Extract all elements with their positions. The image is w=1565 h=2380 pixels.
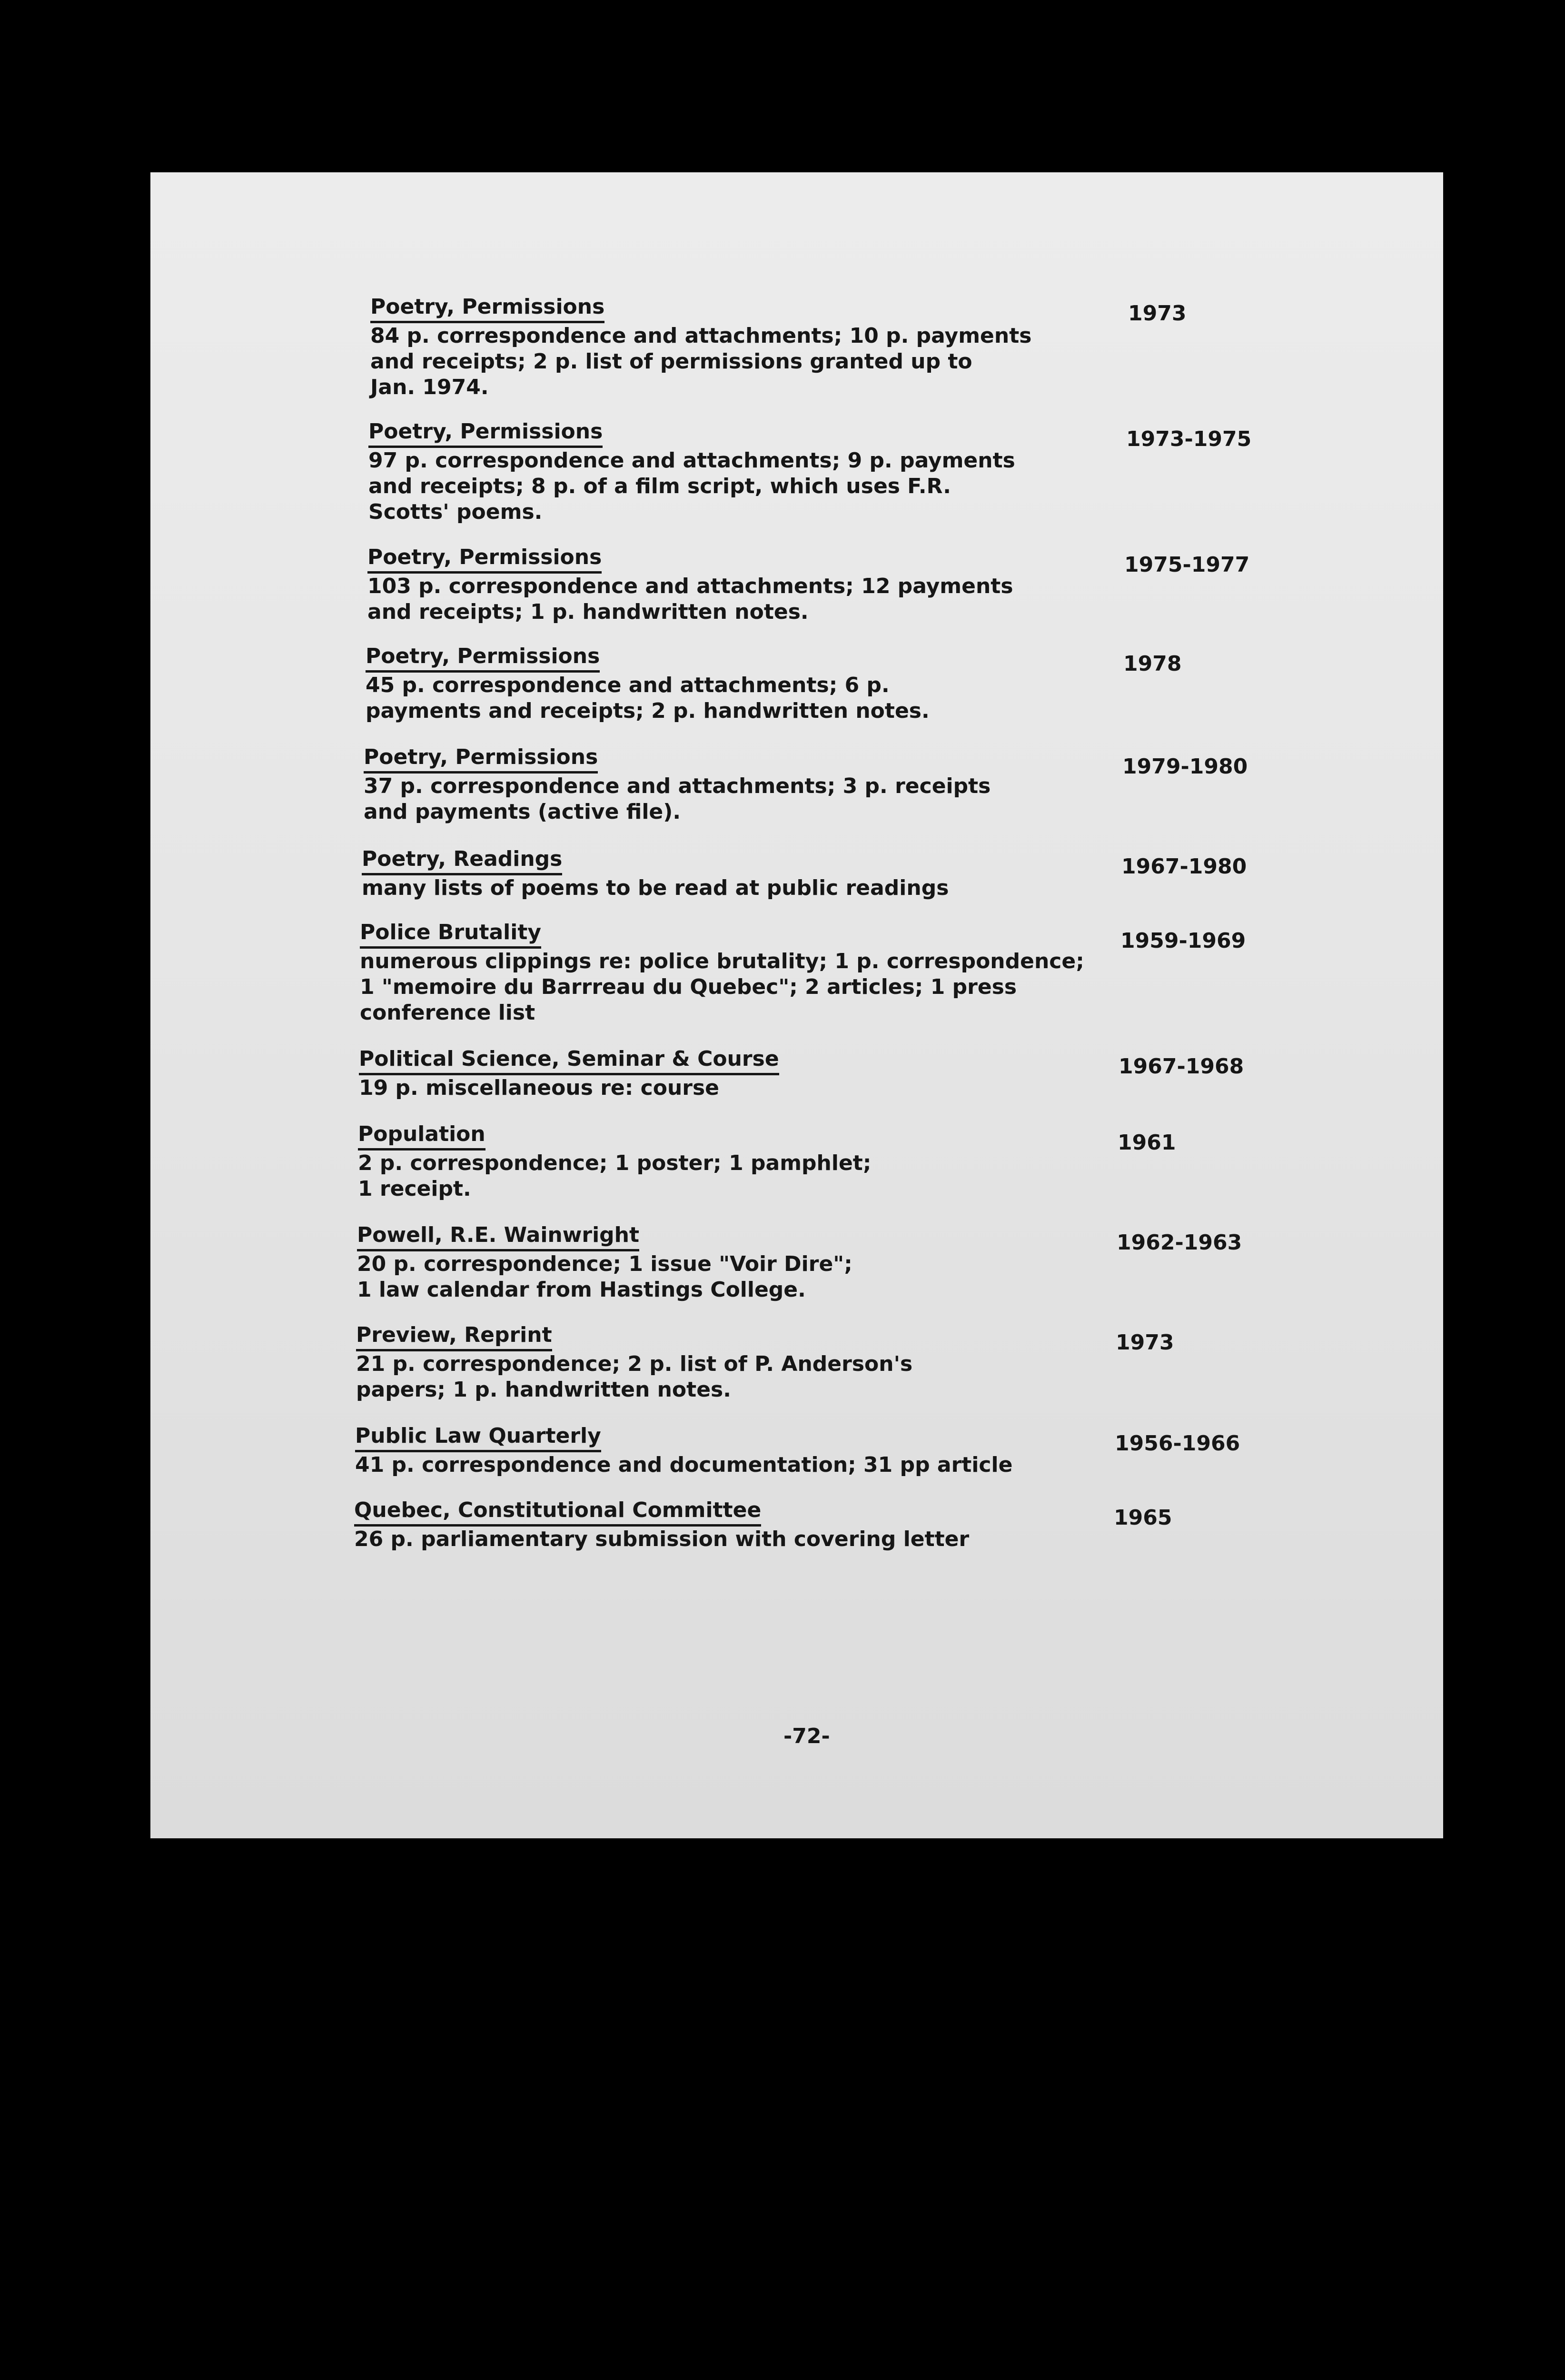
entry-line: numerous clippings re: police brutality; 1 p. correspondence; <box>360 949 1084 973</box>
entry <box>360 920 1084 1026</box>
entry-date: 1959-1969 <box>1120 929 1246 953</box>
entry-date: 1956-1966 <box>1115 1431 1240 1456</box>
entry-line: and payments (active file). <box>364 800 681 824</box>
entry-date: 1978 <box>1123 652 1182 676</box>
entry <box>357 1222 852 1303</box>
entry-line: and receipts; 8 p. of a film script, which uses F.R. <box>368 474 951 498</box>
entry-line: many lists of poems to be read at public readings <box>362 876 949 900</box>
entry-date: 1979-1980 <box>1122 754 1248 779</box>
entry <box>367 545 1013 625</box>
entry-line: Jan. 1974. <box>370 375 489 399</box>
entry <box>358 1121 871 1202</box>
entry-line: papers; 1 p. handwritten notes. <box>356 1378 731 1402</box>
entry-date: 1967-1980 <box>1121 854 1247 879</box>
entry-line: 103 p. correspondence and attachments; 12 payments <box>367 574 1013 598</box>
entry <box>356 1322 912 1403</box>
entry-date: 1973 <box>1116 1330 1174 1355</box>
entry-line: Scotts' poems. <box>368 500 543 524</box>
entry-line: conference list <box>360 1001 535 1025</box>
entry <box>364 744 991 825</box>
entry-line: 41 p. correspondence and documentation; 31 pp article <box>355 1453 1013 1477</box>
document-page <box>150 172 1443 1838</box>
entry-date: 1967-1968 <box>1119 1054 1244 1079</box>
entry-title: Quebec, Constitutional Committee <box>354 1497 761 1527</box>
entry-line: 2 p. correspondence; 1 poster; 1 pamphlet; <box>358 1151 872 1175</box>
entry-date: 1973-1975 <box>1126 427 1252 451</box>
entry-title: Police Brutality <box>360 920 541 949</box>
entry-title: Political Science, Seminar & Course <box>359 1046 779 1075</box>
entry-title: Public Law Quarterly <box>355 1423 601 1452</box>
entry-title: Poetry, Permissions <box>367 545 602 574</box>
entry-date: 1961 <box>1118 1130 1176 1155</box>
entry-title: Poetry, Permissions <box>368 419 603 448</box>
entry-line: 1 law calendar from Hastings College. <box>357 1278 806 1302</box>
entry-line: and receipts; 2 p. list of permissions granted up to <box>370 349 972 374</box>
entry-title: Poetry, Permissions <box>364 744 598 774</box>
entry-line: 84 p. correspondence and attachments; 10 p. payments <box>370 324 1032 348</box>
entry <box>354 1497 969 1552</box>
entry <box>366 644 930 724</box>
entry-title: Poetry, Permissions <box>370 294 604 323</box>
entry <box>355 1423 1012 1478</box>
entry-line: 1 "memoire du Barrreau du Quebec"; 2 articles; 1 press <box>360 975 1017 999</box>
entry-line: 21 p. correspondence; 2 p. list of P. Anderson's <box>356 1352 913 1376</box>
entry-title: Preview, Reprint <box>356 1322 552 1351</box>
entry-title: Powell, R.E. Wainwright <box>357 1222 639 1251</box>
page-number: -72- <box>783 1724 830 1748</box>
entry <box>370 294 1031 400</box>
entry-line: 19 p. miscellaneous re: course <box>359 1076 720 1100</box>
entry <box>359 1046 779 1101</box>
entry <box>362 846 949 901</box>
entry-title: Poetry, Permissions <box>366 644 600 673</box>
entry-line: 45 p. correspondence and attachments; 6 p. <box>366 673 890 697</box>
entry-date: 1965 <box>1114 1506 1172 1530</box>
entry-line: 37 p. correspondence and attachments; 3 p. receipts <box>364 774 991 798</box>
entry-line: 20 p. correspondence; 1 issue "Voir Dire"; <box>357 1252 852 1276</box>
entry-date: 1973 <box>1128 301 1187 326</box>
entry-line: 26 p. parliamentary submission with covering letter <box>354 1527 970 1551</box>
entry <box>368 419 1015 525</box>
entry-title: Population <box>358 1121 485 1150</box>
entry-line: and receipts; 1 p. handwritten notes. <box>367 600 809 624</box>
entry-title: Poetry, Readings <box>362 846 562 875</box>
entry-line: 97 p. correspondence and attachments; 9 p. payments <box>368 448 1015 473</box>
entry-line: payments and receipts; 2 p. handwritten notes. <box>366 699 930 723</box>
entry-date: 1975-1977 <box>1124 553 1250 577</box>
entry-date: 1962-1963 <box>1117 1230 1242 1255</box>
entry-line: 1 receipt. <box>358 1177 471 1201</box>
